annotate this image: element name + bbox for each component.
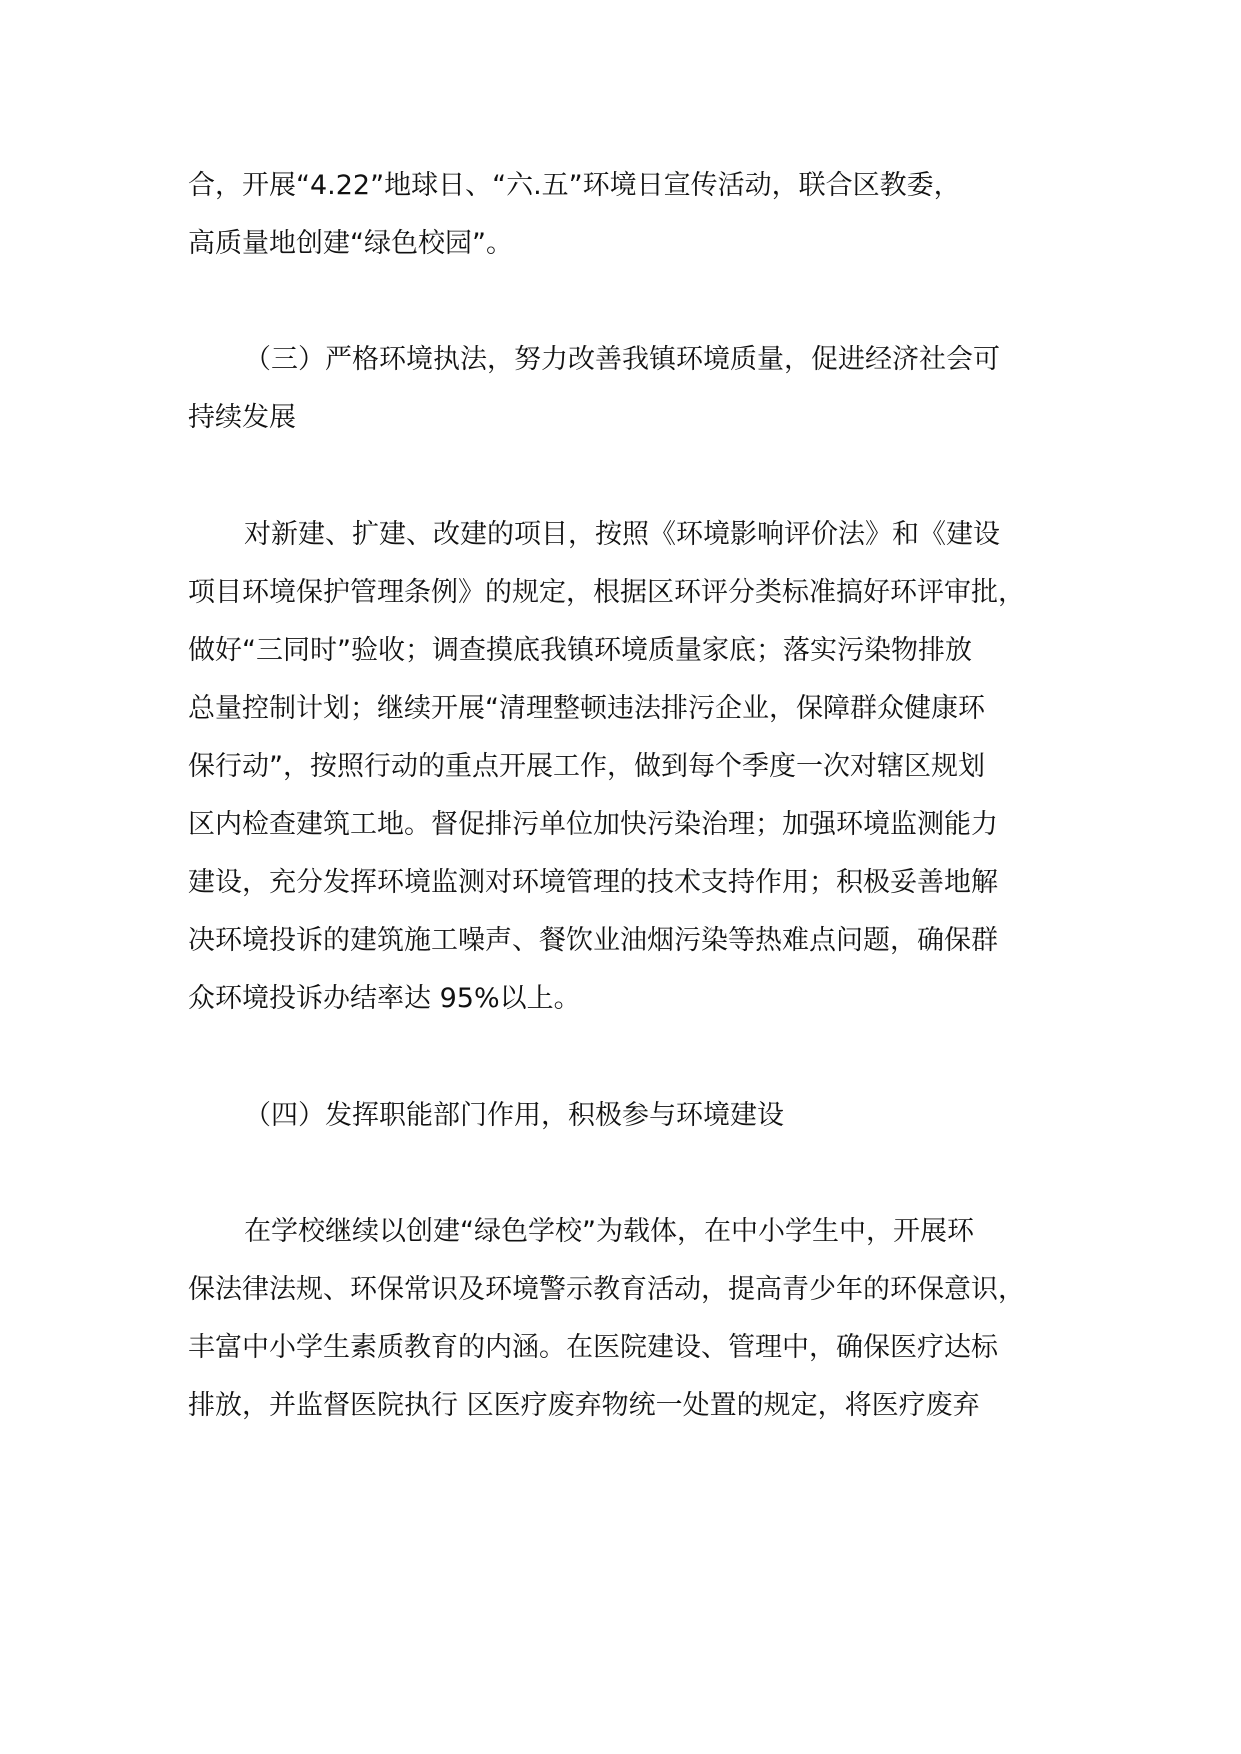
- text-line: 对新建、扩建、改建的项目，按照《环境影响评价法》和《建设: [244, 519, 1000, 550]
- text-line: 建设，充分发挥环境监测对环境管理的技术支持作用；积极妥善地解: [188, 867, 998, 898]
- section-heading: （四）发挥职能部门作用，积极参与环境建设: [244, 1100, 784, 1131]
- text-line: 丰富中小学生素质教育的内涵。在医院建设、管理中，确保医疗达标: [188, 1332, 998, 1363]
- text-line: 做好“三同时”验收；调查摸底我镇环境质量家底；落实污染物排放: [188, 635, 972, 666]
- section-heading: 持续发展: [188, 402, 296, 433]
- text-line: 保法律法规、环保常识及环境警示教育活动，提高青少年的环保意识，: [188, 1274, 1025, 1305]
- text-line: 在学校继续以创建“绿色学校”为载体，在中小学生中，开展环: [244, 1216, 974, 1247]
- text-line: 项目环境保护管理条例》的规定，根据区环评分类标准搞好环评审批，: [188, 577, 1025, 608]
- text-line: 合，开展“4.22”地球日、“六.五”环境日宣传活动，联合区教委，: [188, 170, 961, 201]
- text-line: 决环境投诉的建筑施工噪声、餐饮业油烟污染等热难点问题，确保群: [188, 925, 998, 956]
- text-line: 区内检查建筑工地。督促排污单位加快污染治理；加强环境监测能力: [188, 809, 998, 840]
- text-line: 排放，并监督医院执行 区医疗废弃物统一处置的规定，将医疗废弃: [188, 1390, 980, 1421]
- section-heading: （三）严格环境执法，努力改善我镇环境质量，促进经济社会可: [244, 344, 1000, 375]
- text-line: 保行动”，按照行动的重点开展工作，做到每个季度一次对辖区规划: [188, 751, 985, 782]
- text-line: 高质量地创建“绿色校园”。: [188, 228, 513, 259]
- text-line: 总量控制计划；继续开展“清理整顿违法排污企业，保障群众健康环: [188, 693, 985, 724]
- text-line: 众环境投诉办结率达 95%以上。: [188, 983, 581, 1014]
